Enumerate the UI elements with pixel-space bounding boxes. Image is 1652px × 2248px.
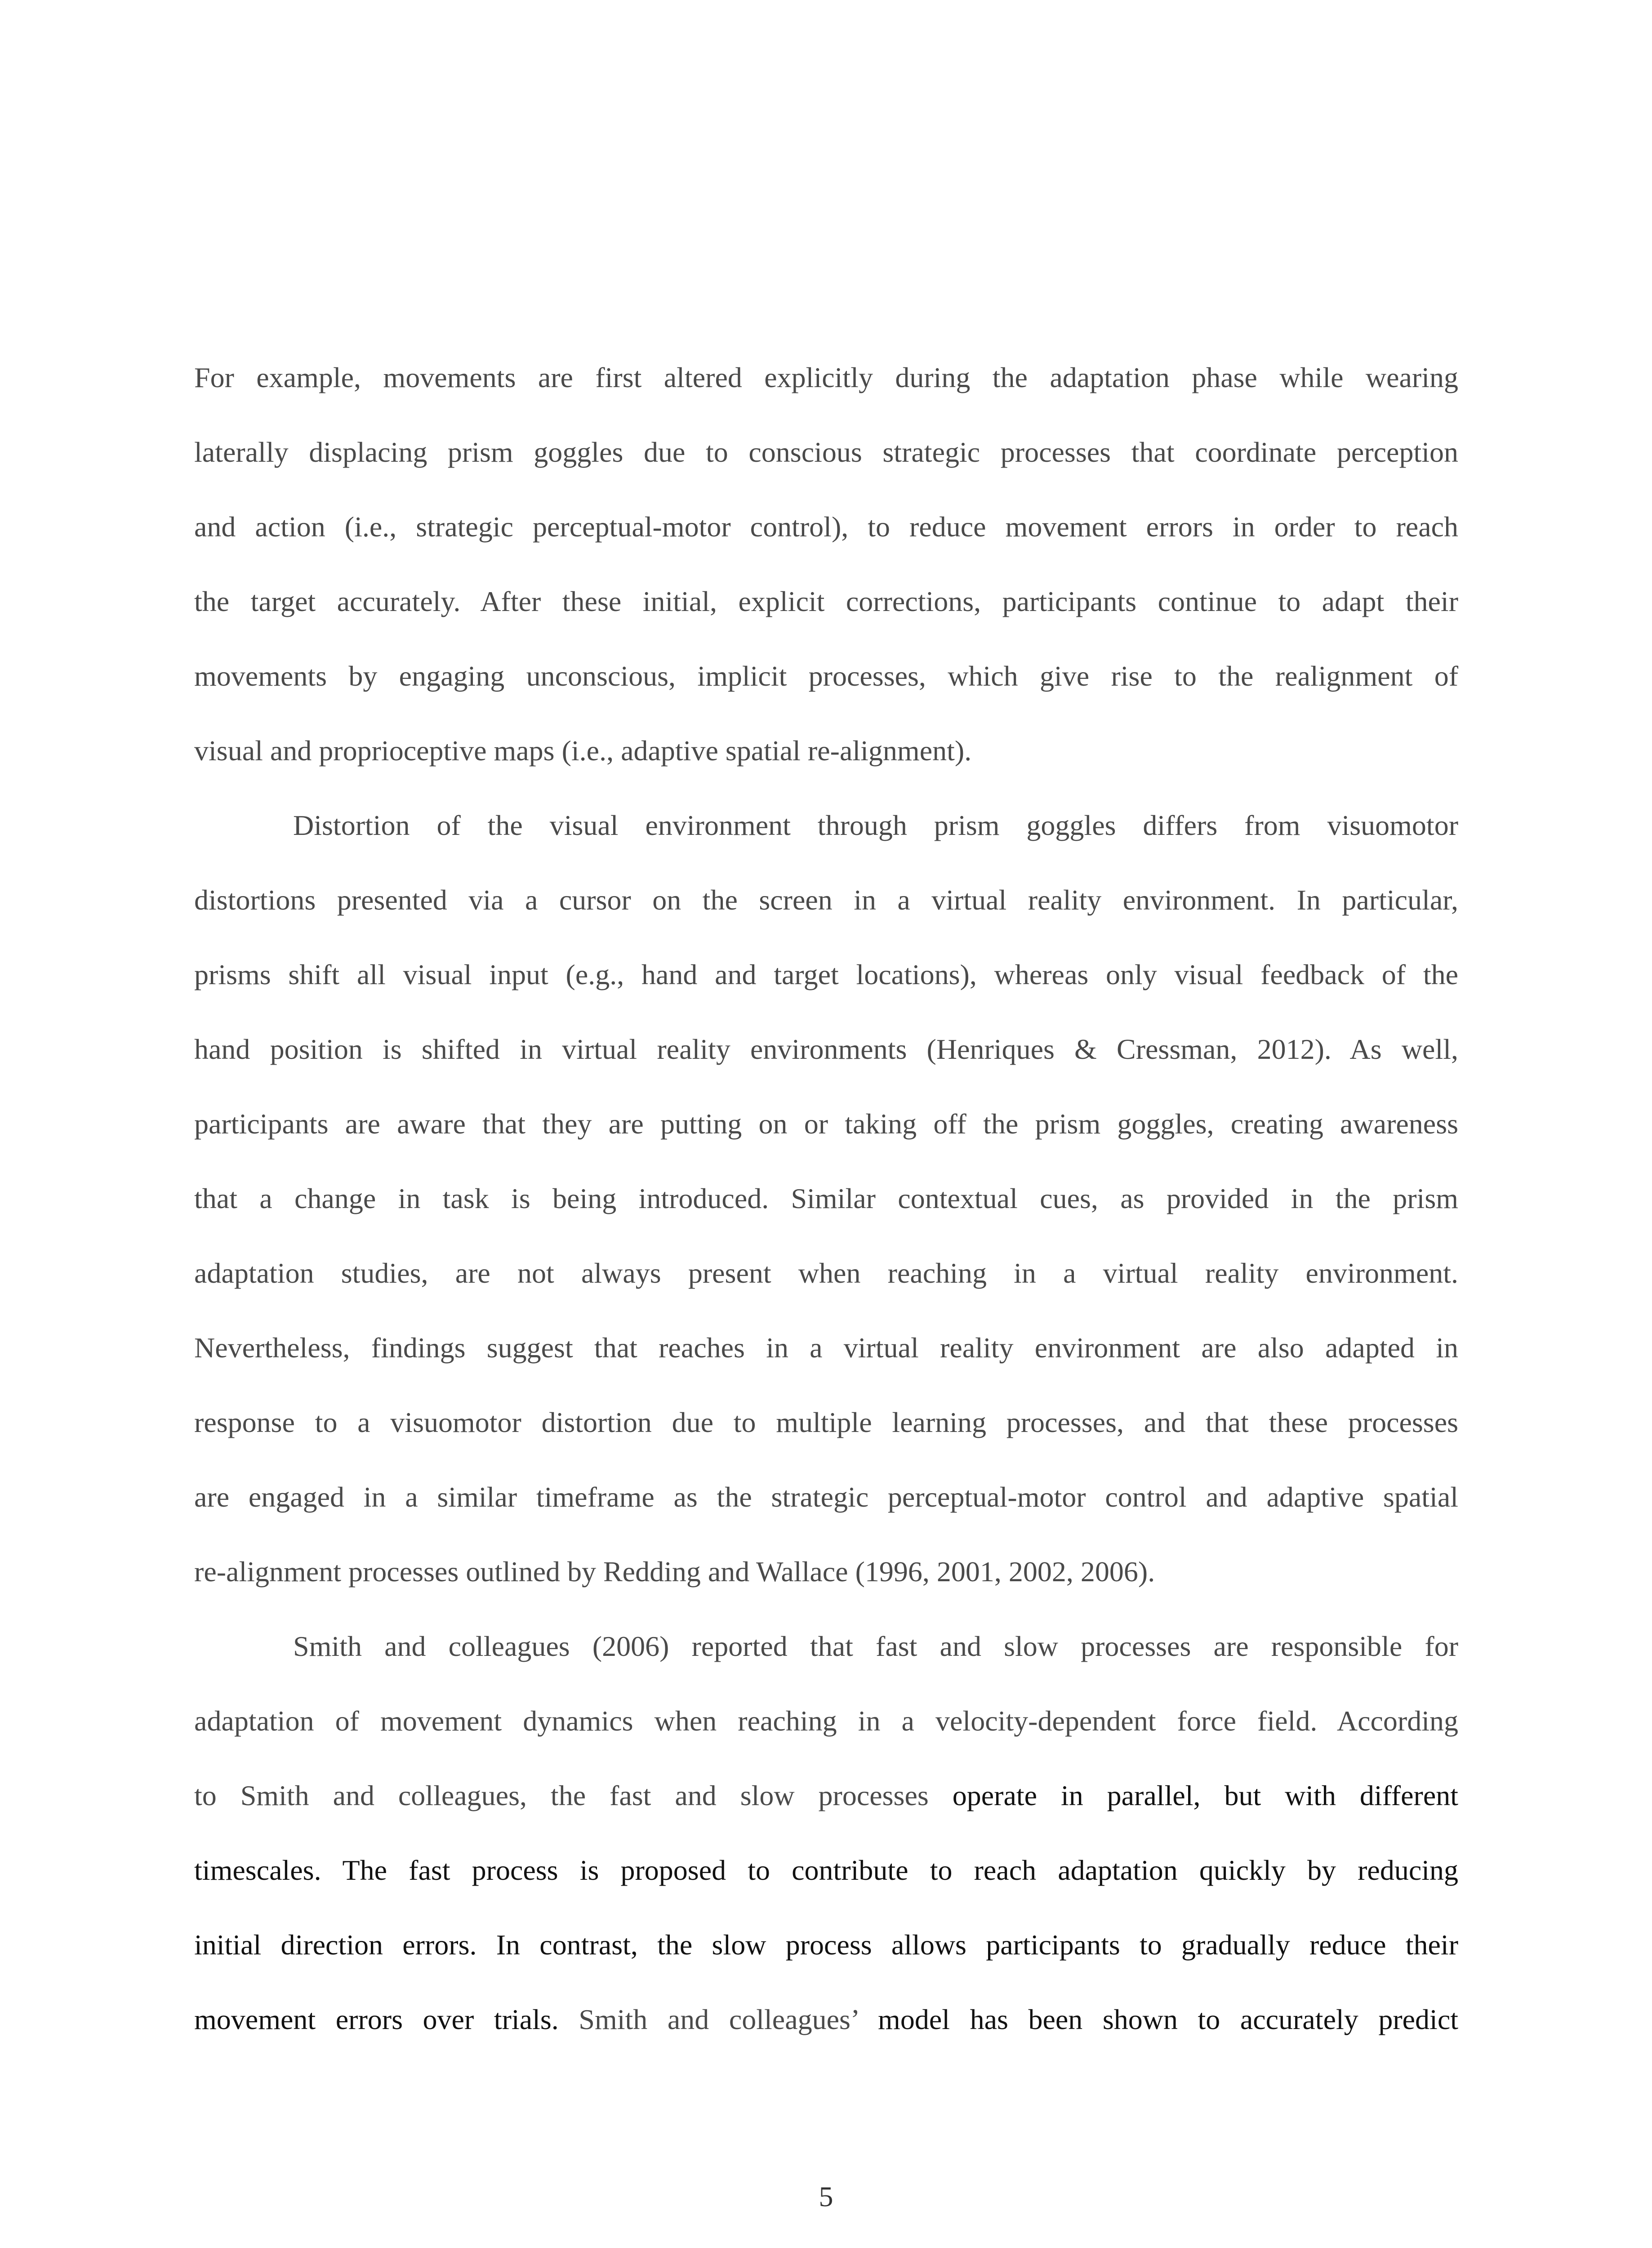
paragraph-3-line-5: initial direction errors. In contrast, the slow process allows participants to gradually reduce their bbox=[194, 1929, 1458, 1961]
paragraph-2-line-6: that a change in task is being introduced. Similar contextual cues, as provided in the prism bbox=[194, 1182, 1458, 1214]
paragraph-3-line-3-part-1: to Smith and colleagues, the fast and slow processes bbox=[194, 1780, 929, 1811]
paragraph-3-line-4: timescales. The fast process is proposed to contribute to reach adaptation quickly by reducing bbox=[194, 1854, 1458, 1886]
paragraph-3-line-1: Smith and colleagues (2006) reported that fast and slow processes are responsible for bbox=[293, 1630, 1458, 1662]
paragraph-1-line-6: visual and proprioceptive maps (i.e., adaptive spatial re-alignment). bbox=[194, 735, 972, 767]
paragraph-3-line-3-part-2: operate in parallel, but with different bbox=[952, 1780, 1459, 1811]
paragraph-2-line-5: participants are aware that they are putting on or taking off the prism goggles, creating awareness bbox=[194, 1108, 1458, 1140]
paragraph-2-line-3: prisms shift all visual input (e.g., hand and target locations), whereas only visual feedback of the bbox=[194, 959, 1458, 990]
paragraph-2-line-7: adaptation studies, are not always present when reaching in a virtual reality environment. bbox=[194, 1257, 1458, 1289]
paragraph-1-line-2: laterally displacing prism goggles due to conscious strategic processes that coordinate perception bbox=[194, 436, 1458, 468]
paragraph-1-line-3: and action (i.e., strategic perceptual-motor control), to reduce movement errors in order to reach bbox=[194, 511, 1458, 543]
paragraph-3-line-6-part-3: model has been shown to accurately predict bbox=[878, 2003, 1458, 2035]
paragraph-2-line-4: hand position is shifted in virtual reality environments (Henriques & Cressman, 2012). As well, bbox=[194, 1033, 1458, 1065]
page-number: 5 bbox=[819, 2181, 833, 2212]
paragraph-3-line-6-part-2: Smith and colleagues’ bbox=[579, 2003, 858, 2035]
paragraph-2-line-1: Distortion of the visual environment through prism goggles differs from visuomotor bbox=[293, 809, 1458, 841]
paragraph-2-line-2: distortions presented via a cursor on the screen in a virtual reality environment. In particular, bbox=[194, 884, 1458, 916]
paragraph-2-line-11: re-alignment processes outlined by Redding and Wallace (1996, 2001, 2002, 2006). bbox=[194, 1556, 1155, 1588]
paragraph-3-line-3 bbox=[194, 1773, 1458, 1818]
paragraph-2-line-9: response to a visuomotor distortion due to multiple learning processes, and that these processes bbox=[194, 1406, 1458, 1438]
paragraph-1-line-5: movements by engaging unconscious, implicit processes, which give rise to the realignment of bbox=[194, 660, 1458, 692]
paragraph-2-line-8: Nevertheless, findings suggest that reaches in a virtual reality environment are also adapted in bbox=[194, 1332, 1458, 1364]
paragraph-3-line-2: adaptation of movement dynamics when reaching in a velocity-dependent force field. According bbox=[194, 1705, 1458, 1737]
paragraph-1-line-4: the target accurately. After these initial, explicit corrections, participants continue to adapt their bbox=[194, 585, 1458, 617]
paragraph-2-line-10: are engaged in a similar timeframe as the strategic perceptual-motor control and adaptive spatial bbox=[194, 1481, 1458, 1513]
paragraph-3-line-6 bbox=[194, 1997, 1458, 2042]
paragraph-3-line-6-part-1: movement errors over trials. bbox=[194, 2003, 559, 2035]
paragraph-1-line-1: For example, movements are first altered explicitly during the adaptation phase while wearing bbox=[194, 361, 1458, 393]
